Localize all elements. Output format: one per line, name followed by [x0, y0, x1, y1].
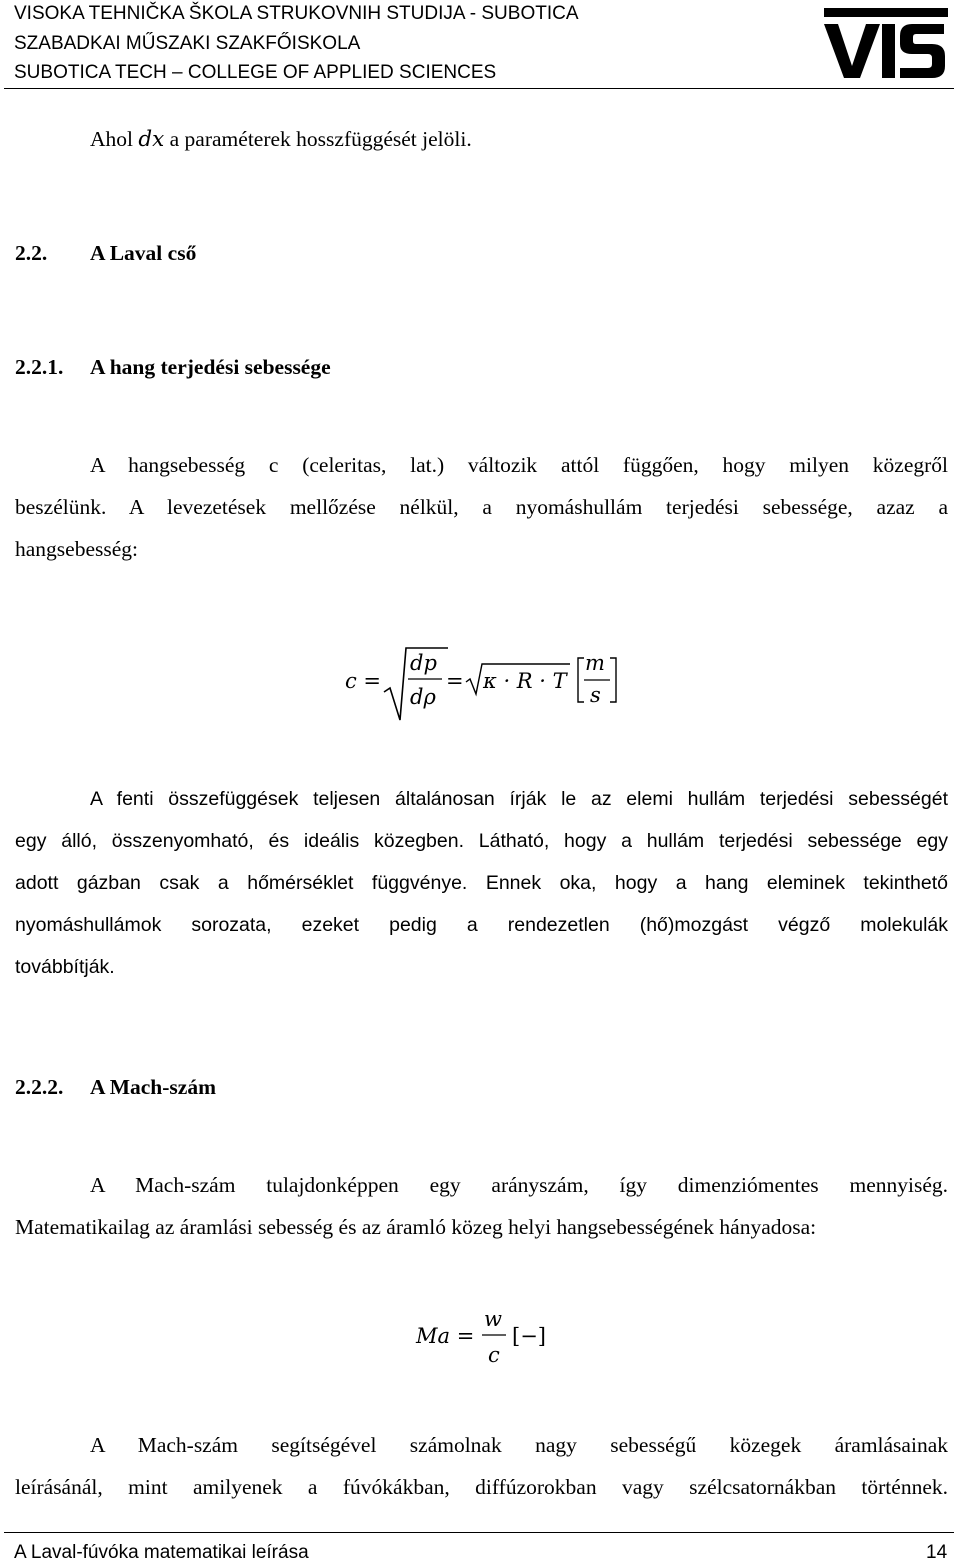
paragraph-3-line-1: A Mach-szám tulajdonképpen egy arányszám, így dimenziómentes mennyiség. [90, 1173, 948, 1197]
paragraph-1-line-2: beszélünk. A levezetések mellőzése nélkül, a nyomáshullám terjedési sebessége, azaz a [15, 495, 948, 519]
eq1-lhs: c = [345, 669, 382, 693]
section-number: 2.2. [15, 241, 48, 265]
vts-logo [820, 6, 950, 80]
eq1-denominator: dρ [410, 685, 436, 709]
subsection-title-2: A Mach-szám [90, 1075, 216, 1099]
eq2-numerator: w [484, 1307, 502, 1331]
eq1-rhs: κ · R · T [483, 669, 567, 693]
paragraph-1-line-3: hangsebesség: [15, 537, 138, 561]
eq1-numerator: dp [410, 651, 437, 675]
eq1-unit-denominator: s [590, 683, 601, 707]
paragraph-4-line-2: leírásánál, mint amilyenek a fúvókákban, diffúzorokban vagy szélcsatornákban történnek. [15, 1475, 948, 1499]
mach-number-equation [410, 1300, 560, 1370]
eq1-unit-numerator: m [585, 651, 605, 675]
footer-divider [4, 1532, 954, 1533]
section-title: A Laval cső [90, 241, 197, 265]
paragraph-3-line-2: Matematikailag az áramlási sebesség és az áramló közeg helyi hangsebességének hányadosa: [15, 1215, 817, 1239]
subsection-title-1: A hang terjedési sebessége [90, 355, 331, 379]
subsection-number-1: 2.2.1. [15, 355, 64, 379]
header-institution-serbian: VISOKA TEHNIČKA ŠKOLA STRUKOVNIH STUDIJA - SUBOTICA [14, 3, 579, 24]
paragraph-4-line-1: A Mach-szám segítségével számolnak nagy sebességű közegek áramlásainak [90, 1433, 948, 1457]
subsection-number-2: 2.2.2. [15, 1075, 64, 1099]
intro-sentence [90, 129, 472, 151]
speed-of-sound-equation [340, 640, 640, 730]
paragraph-2-line-3: adott gázban csak a hőmérséklet függvénye. Ennek oka, hogy a hang eleminek tekinthető [15, 872, 948, 894]
intro-prefix: Ahol [90, 127, 139, 151]
header-divider [4, 88, 954, 89]
paragraph-2-line-5: továbbítják. [15, 956, 115, 978]
header-institution-hungarian: SZABADKAI MŰSZAKI SZAKFŐISKOLA [14, 33, 361, 54]
eq2-lhs: Ma = [416, 1324, 475, 1348]
paragraph-2-line-1: A fenti összefüggések teljesen általánosan írják le az elemi hullám terjedési sebességét [90, 788, 948, 810]
eq1-equals: = [446, 669, 464, 693]
paragraph-1-line-1: A hangsebesség c (celeritas, lat.) változik attól függően, hogy milyen közegről [90, 453, 948, 477]
footer-title: A Laval-fúvóka matematikai leírása [14, 1542, 309, 1563]
intro-suffix: a paraméterek hosszfüggését jelöli. [164, 127, 472, 151]
header-institution-english: SUBOTICA TECH – COLLEGE OF APPLIED SCIENCES [14, 62, 497, 83]
intro-variable: dx [138, 127, 165, 152]
eq2-denominator: c [488, 1343, 500, 1367]
eq2-unit: [−] [512, 1324, 546, 1348]
paragraph-2-line-2: egy álló, összenyomható, és ideális közegben. Látható, hogy a hullám terjedési sebessége egy [15, 830, 948, 852]
paragraph-2-line-4: nyomáshullámok sorozata, ezeket pedig a rendezetlen (hő)mozgást végző molekulák [15, 914, 948, 936]
page-number: 14 [926, 1542, 948, 1563]
